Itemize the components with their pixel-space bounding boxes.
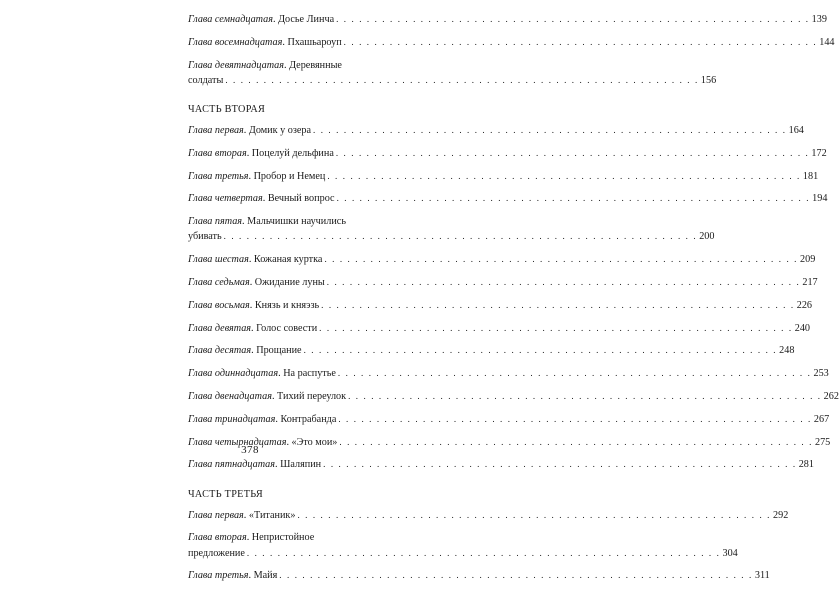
chapter-label: Глава четвертая (188, 193, 263, 205)
page-ref: 262 (823, 390, 839, 402)
part-three-entries (188, 508, 789, 584)
page-ref: 156 (700, 74, 717, 86)
chapter-heading: Глава двенадцатая. Тихий переулок (188, 390, 347, 402)
leader-dots: . . . . . . . . . . . . . . . . . . . . . . . . . . . . . . . . . . . . . . . . . . . . . . . . . . . . . . . . . . . . . . (321, 299, 795, 310)
page-ref: 267 (813, 413, 830, 425)
leader-dots: . . . . . . . . . . . . . . . . . . . . . . . . . . . . . . . . . . . . . . . . . . . . . . . . . . . . . . . . . . . . . . (225, 74, 699, 85)
page-ref: 253 (813, 368, 829, 380)
toc-entry (188, 275, 818, 290)
chapter-title: Ожидание луны (254, 276, 325, 288)
page-ref: 144 (819, 36, 835, 48)
chapter-heading: Глава восьмая. Князь и княэзь (188, 299, 320, 311)
chapter-heading: Глава третья. Пробор и Немец (188, 170, 326, 182)
chapter-title: Кожаная куртка (253, 254, 323, 266)
toc-entry-line (188, 568, 770, 583)
chapter-title: Вечный вопрос (267, 193, 335, 205)
toc-entry (188, 389, 839, 404)
leader-dots: . . . . . . . . . . . . . . . . . . . . . . . . . . . . . . . . . . . . . . . . . . . . . . . . . . . . . . . . . . . . . . (319, 322, 793, 333)
page-ref: 281 (798, 459, 814, 471)
chapter-label: Глава двенадцатая (188, 390, 272, 402)
chapter-title: Пхашьароуп (287, 36, 342, 48)
toc-entry (188, 58, 717, 88)
chapter-label: Глава восемнадцатая (188, 36, 283, 48)
chapter-label: Глава семнадцатая (188, 14, 273, 25)
chapter-label: Глава пятнадцатая (188, 459, 276, 471)
chapter-title: На распутье (283, 368, 336, 380)
toc-entry (188, 191, 828, 206)
toc-entry (188, 252, 816, 267)
toc-entry-line (188, 412, 830, 427)
chapter-label: Глава девятнадцатая (188, 59, 285, 71)
chapter-label: Глава вторая (188, 147, 247, 159)
chapter-label: Глава первая (188, 509, 244, 521)
chapter-heading: Глава девятая. Голос совести (188, 322, 318, 334)
leader-dots: . . . . . . . . . . . . . . . . . . . . . . . . . . . . . . . . . . . . . . . . . . . . . . . . . . . . . . . . . . . . . . (339, 436, 813, 447)
part-one-tail (188, 12, 835, 88)
page-ref: 194 (812, 193, 828, 205)
chapter-title: Мальчишки научились (247, 216, 346, 228)
leader-dots: . . . . . . . . . . . . . . . . . . . . . . . . . . . . . . . . . . . . . . . . . . . . . . . . . . . . . . . . . . . . . . (326, 276, 801, 287)
page-ref: 292 (773, 509, 789, 521)
toc-entry-line (188, 35, 835, 50)
leader-dots: . . . . . . . . . . . . . . . . . . . . . . . . . . . . . . . . . . . . . . . . . . . . . . . . . . . . . . . . . . . . . . (336, 14, 810, 24)
chapter-label: Глава шестая (188, 254, 249, 266)
toc-entry-line (188, 321, 811, 336)
page-ref: 226 (796, 299, 812, 311)
leader-dots: . . . . . . . . . . . . . . . . . . . . . . . . . . . . . . . . . . . . . . . . . . . . . . . . . . . . . . . . . . . . . . (246, 547, 721, 558)
page-ref: 139 (811, 14, 827, 25)
chapter-label: Глава вторая (188, 532, 247, 544)
chapter-label: Глава тринадцатая (188, 413, 276, 425)
chapter-title: Прощание (256, 345, 302, 357)
page-ref: 217 (802, 276, 818, 288)
chapter-label: Глава первая (188, 125, 244, 136)
toc-entry-line (188, 457, 814, 472)
leader-dots: . . . . . . . . . . . . . . . . . . . . . . . . . . . . . . . . . . . . . . . . . . . . . . . . . . . . . . . . . . . . . . (335, 147, 810, 158)
chapter-heading: Глава одиннадцатая. На распутье (188, 368, 336, 380)
part-three-heading: ЧАСТЬ ТРЕТЬЯ (188, 488, 263, 500)
toc-entry (188, 366, 829, 381)
toc-entry (188, 214, 715, 244)
toc-entry-line (188, 389, 839, 404)
chapter-heading: Глава первая. Домик у озера (188, 125, 312, 136)
chapter-heading: Глава четвертая. Вечный вопрос (188, 193, 335, 205)
page-ref: 304 (722, 547, 738, 559)
table-of-contents (188, 12, 839, 591)
toc-entry (188, 343, 795, 358)
leader-dots: . . . . . . . . . . . . . . . . . . . . . . . . . . . . . . . . . . . . . . . . . . . . . . . . . . . . . . . . . . . . . . (223, 231, 698, 242)
toc-entry-line: Глава девятнадцатая. Деревянные (188, 59, 342, 71)
toc-entry-line (188, 343, 795, 358)
page-number: 378 (241, 444, 259, 456)
leader-dots: . . . . . . . . . . . . . . . . . . . . . . . . . . . . . . . . . . . . . . . . . . . . . . . . . . . . . . . . . . . . . . (297, 509, 772, 520)
part-two-entries (188, 123, 839, 473)
chapter-heading: Глава восемнадцатая. Пхашьароуп (188, 36, 342, 48)
toc-entry-line (188, 546, 738, 561)
chapter-label: Глава восьмая (188, 299, 250, 311)
toc-entry (188, 169, 819, 184)
toc-entry (188, 457, 814, 472)
toc-entry-line: Глава пятая. Мальчишки научились (188, 216, 346, 228)
chapter-title: «Это мои» (291, 436, 338, 448)
page-ref: 248 (779, 345, 795, 357)
toc-entry (188, 298, 812, 313)
toc-entry (188, 568, 770, 583)
chapter-title: Шаляпин (280, 459, 322, 471)
page-ref: 209 (800, 254, 816, 266)
leader-dots: . . . . . . . . . . . . . . . . . . . . . . . . . . . . . . . . . . . . . . . . . . . . . . . . . . . . . . . . . . . . . . (323, 459, 797, 470)
page-ref: 200 (699, 231, 715, 243)
toc-entry (188, 321, 811, 336)
chapter-label: Глава десятая (188, 345, 252, 357)
toc-entry-line (188, 169, 819, 184)
chapter-title-continued: солдаты (188, 74, 224, 86)
toc-entry-line (188, 252, 816, 267)
toc-entry-line (188, 191, 828, 206)
page-ref: 164 (788, 125, 804, 136)
leader-dots: . . . . . . . . . . . . . . . . . . . . . . . . . . . . . . . . . . . . . . . . . . . . . . . . . . . . . . . . . . . . . . (327, 170, 801, 181)
leader-dots: . . . . . . . . . . . . . . . . . . . . . . . . . . . . . . . . . . . . . . . . . . . . . . . . . . . . . . . . . . . . . . (343, 36, 818, 47)
page-ref: 240 (794, 322, 811, 334)
page-ref: 275 (814, 436, 831, 448)
chapter-heading: Глава тринадцатая. Контрабанда (188, 413, 337, 425)
chapter-label: Глава третья (188, 170, 249, 182)
chapter-heading: Глава четырнадцатая. «Это мои» (188, 436, 338, 448)
toc-entry-line (188, 366, 829, 381)
chapter-title: Майя (253, 570, 278, 582)
chapter-heading: Глава семнадцатая. Досье Линча (188, 14, 335, 25)
leader-dots: . . . . . . . . . . . . . . . . . . . . . . . . . . . . . . . . . . . . . . . . . . . . . . . . . . . . . . . . . . . . . . (337, 368, 812, 379)
chapter-title: Непристойное (251, 532, 315, 544)
chapter-title: Поцелуй дельфина (251, 147, 334, 159)
toc-entry (188, 12, 827, 27)
leader-dots: . . . . . . . . . . . . . . . . . . . . . . . . . . . . . . . . . . . . . . . . . . . . . . . . . . . . . . . . . . . . . . (336, 193, 811, 204)
toc-entry (188, 412, 830, 427)
toc-entry-line (188, 146, 827, 161)
toc-entry (188, 35, 835, 50)
chapter-label: Глава одиннадцатая (188, 368, 279, 380)
toc-entry-line: Глава вторая. Непристойное (188, 532, 315, 544)
chapter-heading: Глава седьмая. Ожидание луны (188, 276, 325, 288)
chapter-title-continued: убивать (188, 231, 222, 243)
chapter-label: Глава пятая (188, 216, 243, 228)
chapter-heading: Глава третья. Майя (188, 570, 278, 582)
page-ref: 311 (754, 570, 770, 582)
leader-dots: . . . . . . . . . . . . . . . . . . . . . . . . . . . . . . . . . . . . . . . . . . . . . . . . . . . . . . . . . . . . . . (313, 125, 787, 135)
chapter-title: Домик у озера (248, 125, 312, 136)
chapter-title: Пробор и Немец (253, 170, 326, 182)
part-two-heading: ЧАСТЬ ВТОРАЯ (188, 104, 266, 115)
chapter-heading: Глава первая. «Титаник» (188, 509, 296, 521)
page-ref: 181 (802, 170, 819, 182)
toc-entry-line (188, 275, 818, 290)
toc-entry-line (188, 12, 827, 27)
leader-dots: . . . . . . . . . . . . . . . . . . . . . . . . . . . . . . . . . . . . . . . . . . . . . . . . . . . . . . . . . . . . . . (348, 390, 822, 401)
toc-entry (188, 146, 827, 161)
leader-dots: . . . . . . . . . . . . . . . . . . . . . . . . . . . . . . . . . . . . . . . . . . . . . . . . . . . . . . . . . . . . . . (324, 254, 799, 265)
chapter-title: Досье Линча (278, 14, 335, 25)
chapter-heading: Глава вторая. Поцелуй дельфина (188, 147, 334, 159)
chapter-title: «Титаник» (248, 509, 296, 521)
chapter-title: Тихий переулок (277, 390, 347, 402)
toc-entry-line (188, 229, 715, 244)
toc-entry-line (188, 298, 812, 313)
leader-dots: . . . . . . . . . . . . . . . . . . . . . . . . . . . . . . . . . . . . . . . . . . . . . . . . . . . . . . . . . . . . . . (279, 570, 753, 581)
page-ref: 172 (811, 147, 827, 159)
chapter-heading: Глава десятая. Прощание (188, 345, 302, 357)
toc-entry (188, 530, 738, 560)
chapter-label: Глава седьмая (188, 276, 250, 288)
toc-entry-line (188, 73, 717, 88)
chapter-label: Глава третья (188, 570, 249, 582)
leader-dots: . . . . . . . . . . . . . . . . . . . . . . . . . . . . . . . . . . . . . . . . . . . . . . . . . . . . . . . . . . . . . . (303, 345, 778, 356)
toc-entry-line (188, 123, 804, 138)
chapter-title: Голос совести (256, 322, 318, 334)
chapter-label: Глава девятая (188, 322, 252, 334)
chapter-title: Контрабанда (280, 413, 337, 425)
chapter-heading: Глава пятнадцатая. Шаляпин (188, 459, 322, 471)
leader-dots: . . . . . . . . . . . . . . . . . . . . . . . . . . . . . . . . . . . . . . . . . . . . . . . . . . . . . . . . . . . . . . (338, 413, 812, 424)
chapter-title-continued: предложение (188, 547, 245, 559)
toc-entry-line (188, 508, 789, 523)
toc-entry (188, 508, 789, 523)
chapter-heading: Глава шестая. Кожаная куртка (188, 254, 323, 266)
chapter-label: Глава четырнадцатая (188, 436, 287, 448)
toc-entry (188, 123, 804, 138)
chapter-title: Деревянные (289, 59, 342, 71)
chapter-title: Князь и княэзь (254, 299, 320, 311)
